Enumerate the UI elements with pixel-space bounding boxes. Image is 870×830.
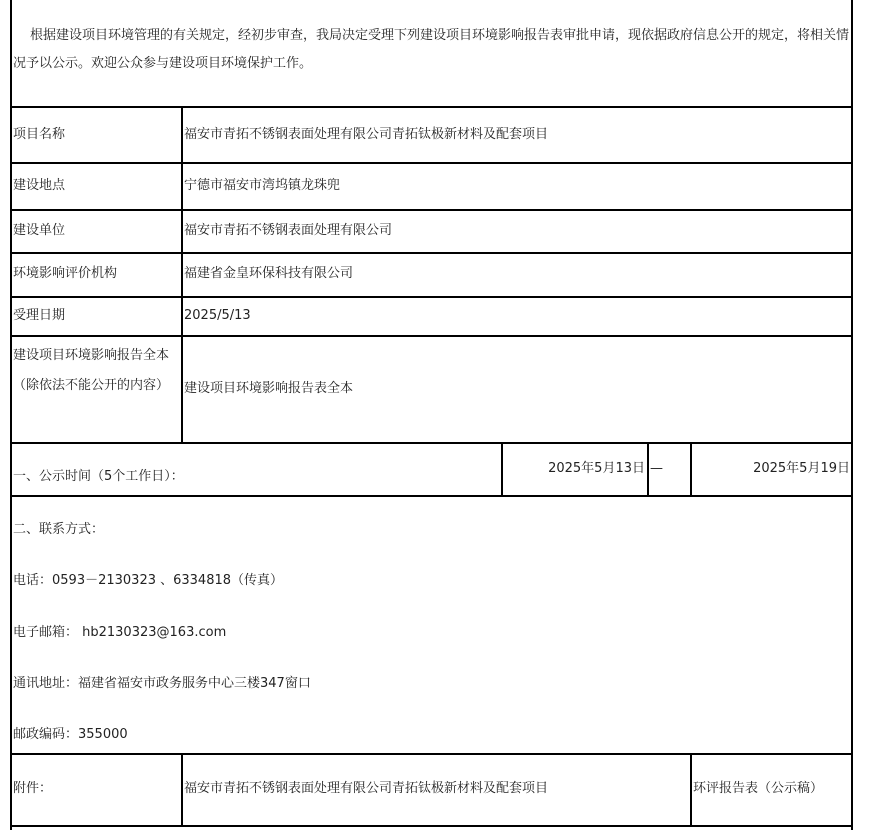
intro-paragraph: 根据建设项目环境管理的有关规定，经初步审查，我局决定受理下列建设项目环境影响报告表审批申请，现依据政府信息公开的规定，将相关情况予以公示。欢迎公众参与建设项目环境保护工作。	[13, 28, 850, 71]
column-divider	[181, 753, 183, 827]
attachment-link[interactable]: 福安市青拓不锈钢表面处理有限公司青拓钛极新材料及配套项目	[184, 781, 549, 796]
row-divider	[10, 495, 853, 497]
contact-phone: 电话：0593－2130323 、6334818（传真）	[13, 573, 284, 588]
value-builder: 福安市青拓不锈钢表面处理有限公司	[184, 223, 393, 238]
column-divider	[647, 442, 649, 497]
table-border-right	[851, 0, 853, 830]
value-project-name: 福安市青拓不锈钢表面处理有限公司青拓钛极新材料及配套项目	[184, 127, 549, 142]
contact-postcode: 邮政编码：355000	[13, 727, 128, 742]
label-builder: 建设单位	[13, 223, 66, 238]
row-divider	[10, 442, 853, 444]
attachment-type: 环评报告表（公示稿）	[693, 781, 824, 796]
table-border-left	[10, 0, 12, 830]
row-divider	[10, 753, 853, 755]
contact-heading: 二、联系方式：	[13, 522, 105, 537]
value-accept-date: 2025/5/13	[184, 308, 251, 323]
publicity-start-date: 2025年5月13日	[548, 461, 645, 476]
label-project-name: 项目名称	[13, 127, 66, 142]
value-location: 宁德市福安市湾坞镇龙珠兜	[184, 178, 341, 193]
publicity-dash: —	[650, 461, 663, 476]
column-divider	[181, 106, 183, 444]
row-divider	[10, 209, 853, 211]
value-full-report: 建设项目环境影响报告表全本	[184, 381, 354, 396]
column-divider	[690, 753, 692, 827]
row-divider	[10, 106, 853, 108]
row-divider	[10, 825, 853, 827]
row-divider	[10, 296, 853, 298]
column-divider	[690, 442, 692, 497]
publicity-end-date: 2025年5月19日	[753, 461, 850, 476]
row-divider	[10, 335, 853, 337]
column-divider	[501, 442, 503, 497]
label-eia-agency: 环境影响评价机构	[13, 266, 118, 281]
row-divider	[10, 162, 853, 164]
label-attachment: 附件：	[13, 781, 53, 796]
label-full-report: 建设项目环境影响报告全本（除依法不能公开的内容）	[13, 348, 170, 393]
row-divider	[10, 252, 853, 254]
label-publicity-time: 一、公示时间（5个工作日）：	[13, 469, 184, 484]
value-eia-agency: 福建省金皇环保科技有限公司	[184, 266, 354, 281]
contact-address: 通讯地址：福建省福安市政务服务中心三楼347窗口	[13, 676, 311, 691]
label-location: 建设地点	[13, 178, 66, 193]
contact-email: 电子邮箱： hb2130323@163.com	[13, 625, 227, 640]
label-accept-date: 受理日期	[13, 308, 66, 323]
